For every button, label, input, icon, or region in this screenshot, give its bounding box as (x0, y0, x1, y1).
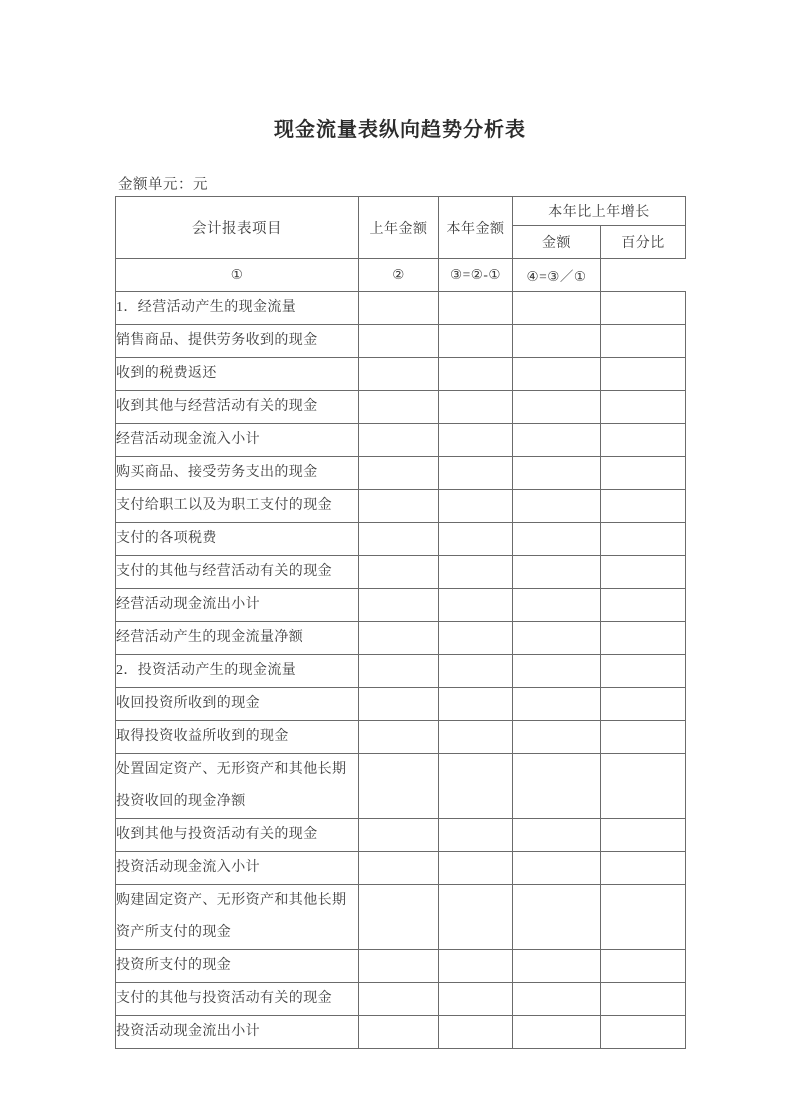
header-row-formula (116, 259, 686, 292)
cell-growth-amount[interactable] (513, 325, 601, 358)
cell-curr-year[interactable] (439, 950, 513, 983)
cell-growth-percent[interactable] (601, 950, 686, 983)
cell-prev-year[interactable] (359, 721, 439, 754)
cell-prev-year[interactable] (359, 358, 439, 391)
cell-curr-year[interactable] (439, 325, 513, 358)
cell-growth-percent[interactable] (601, 1016, 686, 1049)
cell-growth-amount[interactable] (513, 391, 601, 424)
cell-prev-year[interactable] (359, 391, 439, 424)
row-label: 处置固定资产、无形资产和其他长期投资收回的现金净额 (116, 754, 359, 819)
cell-growth-percent[interactable] (601, 721, 686, 754)
cell-prev-year[interactable] (359, 457, 439, 490)
cell-curr-year[interactable] (439, 754, 513, 819)
cell-growth-percent[interactable] (601, 457, 686, 490)
table-row (116, 424, 686, 457)
cell-growth-percent[interactable] (601, 490, 686, 523)
table-row (116, 391, 686, 424)
cell-prev-year[interactable] (359, 754, 439, 819)
cell-curr-year[interactable] (439, 885, 513, 950)
cell-prev-year[interactable] (359, 325, 439, 358)
row-label: 2．投资活动产生的现金流量 (116, 655, 359, 688)
cell-prev-year[interactable] (359, 885, 439, 950)
row-label: 购建固定资产、无形资产和其他长期资产所支付的现金 (116, 885, 359, 950)
cell-curr-year[interactable] (439, 655, 513, 688)
row-label: 收到的税费返还 (116, 358, 359, 391)
cell-prev-year[interactable] (359, 490, 439, 523)
table-row (116, 292, 686, 325)
cash-flow-analysis-table (115, 196, 686, 1049)
cell-growth-amount[interactable] (513, 950, 601, 983)
header-growth-group: 本年比上年增长 (513, 197, 686, 226)
header-growth-amount: 金额 (513, 226, 601, 259)
cell-growth-amount[interactable] (513, 589, 601, 622)
table-row (116, 950, 686, 983)
cell-curr-year[interactable] (439, 589, 513, 622)
cell-growth-percent[interactable] (601, 983, 686, 1016)
cell-prev-year[interactable] (359, 292, 439, 325)
row-label: 收到其他与投资活动有关的现金 (116, 819, 359, 852)
table-row (116, 523, 686, 556)
cell-growth-amount[interactable] (513, 424, 601, 457)
cell-growth-amount[interactable] (513, 523, 601, 556)
cell-prev-year[interactable] (359, 424, 439, 457)
cell-growth-amount[interactable] (513, 754, 601, 819)
cell-curr-year[interactable] (439, 983, 513, 1016)
cell-growth-percent[interactable] (601, 292, 686, 325)
table-row (116, 983, 686, 1016)
cell-prev-year[interactable] (359, 622, 439, 655)
row-label: 投资所支付的现金 (116, 950, 359, 983)
cell-growth-percent[interactable] (601, 655, 686, 688)
row-label: 购买商品、接受劳务支出的现金 (116, 457, 359, 490)
cell-curr-year[interactable] (439, 688, 513, 721)
table-row (116, 1016, 686, 1049)
row-label: 支付给职工以及为职工支付的现金 (116, 490, 359, 523)
formula-growth-amount: ③=②-① (439, 259, 513, 292)
cell-prev-year[interactable] (359, 1016, 439, 1049)
formula-growth-percent: ④=③／① (513, 259, 601, 292)
amount-unit-note: 金额单元：元 (118, 177, 208, 193)
table-body (116, 292, 686, 1049)
cell-curr-year[interactable] (439, 721, 513, 754)
cell-prev-year[interactable] (359, 556, 439, 589)
table-row (116, 655, 686, 688)
header-item-column: 会计报表项目 (116, 197, 359, 259)
cell-growth-amount[interactable] (513, 721, 601, 754)
cell-prev-year[interactable] (359, 589, 439, 622)
table-row (116, 754, 686, 819)
cell-growth-amount[interactable] (513, 819, 601, 852)
table-row (116, 721, 686, 754)
header-curr-year: 本年金额 (439, 197, 513, 259)
table-row (116, 358, 686, 391)
cell-curr-year[interactable] (439, 1016, 513, 1049)
cell-prev-year[interactable] (359, 688, 439, 721)
table-row (116, 688, 686, 721)
page-title: 现金流量表纵向趋势分析表 (274, 119, 526, 141)
header-prev-year: 上年金额 (359, 197, 439, 259)
table-row (116, 819, 686, 852)
cell-growth-percent[interactable] (601, 358, 686, 391)
table-row (116, 589, 686, 622)
cell-growth-amount[interactable] (513, 292, 601, 325)
cell-growth-percent[interactable] (601, 424, 686, 457)
cell-curr-year[interactable] (439, 358, 513, 391)
row-label: 经营活动现金流入小计 (116, 424, 359, 457)
cell-growth-percent[interactable] (601, 819, 686, 852)
table-row (116, 885, 686, 950)
cell-growth-amount[interactable] (513, 852, 601, 885)
cell-prev-year[interactable] (359, 950, 439, 983)
table-row (116, 852, 686, 885)
cell-growth-percent[interactable] (601, 523, 686, 556)
cell-growth-percent[interactable] (601, 325, 686, 358)
cell-curr-year[interactable] (439, 391, 513, 424)
row-label: 经营活动现金流出小计 (116, 589, 359, 622)
cell-growth-percent[interactable] (601, 589, 686, 622)
cell-curr-year[interactable] (439, 424, 513, 457)
cell-prev-year[interactable] (359, 983, 439, 1016)
cell-growth-percent[interactable] (601, 622, 686, 655)
table-row (116, 622, 686, 655)
cell-growth-amount[interactable] (513, 655, 601, 688)
cell-curr-year[interactable] (439, 819, 513, 852)
row-label: 支付的其他与经营活动有关的现金 (116, 556, 359, 589)
formula-curr-year: ② (359, 259, 439, 292)
row-label: 投资活动现金流出小计 (116, 1016, 359, 1049)
table-row (116, 556, 686, 589)
row-label: 经营活动产生的现金流量净额 (116, 622, 359, 655)
cell-growth-percent[interactable] (601, 688, 686, 721)
row-label: 1．经营活动产生的现金流量 (116, 292, 359, 325)
cell-growth-amount[interactable] (513, 622, 601, 655)
cell-growth-amount[interactable] (513, 885, 601, 950)
cell-curr-year[interactable] (439, 490, 513, 523)
cell-growth-percent[interactable] (601, 754, 686, 819)
cell-curr-year[interactable] (439, 622, 513, 655)
row-label: 投资活动现金流入小计 (116, 852, 359, 885)
row-label: 取得投资收益所收到的现金 (116, 721, 359, 754)
cell-growth-amount[interactable] (513, 457, 601, 490)
cell-growth-amount[interactable] (513, 490, 601, 523)
cell-curr-year[interactable] (439, 457, 513, 490)
table-header (116, 197, 686, 292)
cell-prev-year[interactable] (359, 523, 439, 556)
cell-growth-percent[interactable] (601, 885, 686, 950)
cash-flow-table-container (115, 196, 685, 1049)
cell-prev-year[interactable] (359, 655, 439, 688)
cell-prev-year[interactable] (359, 852, 439, 885)
cell-prev-year[interactable] (359, 819, 439, 852)
row-label: 收回投资所收到的现金 (116, 688, 359, 721)
table-row (116, 325, 686, 358)
row-label: 支付的各项税费 (116, 523, 359, 556)
formula-prev-year: ① (116, 259, 359, 292)
header-row-top (116, 197, 686, 226)
cell-curr-year[interactable] (439, 556, 513, 589)
cell-growth-amount[interactable] (513, 556, 601, 589)
cell-curr-year[interactable] (439, 852, 513, 885)
cell-curr-year[interactable] (439, 523, 513, 556)
row-label: 收到其他与经营活动有关的现金 (116, 391, 359, 424)
cell-growth-percent[interactable] (601, 556, 686, 589)
cell-growth-amount[interactable] (513, 1016, 601, 1049)
table-row (116, 490, 686, 523)
header-growth-percent: 百分比 (601, 226, 686, 259)
row-label: 支付的其他与投资活动有关的现金 (116, 983, 359, 1016)
cell-growth-amount[interactable] (513, 688, 601, 721)
cell-curr-year[interactable] (439, 292, 513, 325)
cell-growth-percent[interactable] (601, 391, 686, 424)
table-row (116, 457, 686, 490)
cell-growth-percent[interactable] (601, 852, 686, 885)
cell-growth-amount[interactable] (513, 983, 601, 1016)
cell-growth-amount[interactable] (513, 358, 601, 391)
row-label: 销售商品、提供劳务收到的现金 (116, 325, 359, 358)
